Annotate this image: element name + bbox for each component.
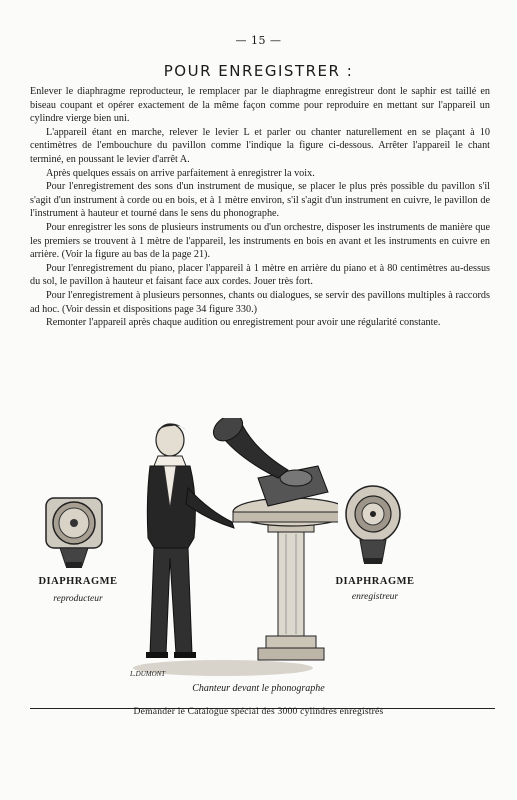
paragraph-6: Pour l'enregistrement du piano, placer l'appareil à 1 mètre en arrière du piano et à 80 centimètres au-dessus du sol, le pavillon à hauteur et faisant face aux cordes. Jouer très fort. (30, 262, 490, 288)
paragraph-5: Pour enregistrer les sons de plusieurs instruments ou d'un orchestre, disposer les instruments de manière que les premiers se trouvent à 1 mètre de l'appareil, les instruments en bois en avant et les instruments en cuivre en arrière. (Voir la figure au bas de la page 21). (30, 221, 490, 261)
section-title: POUR ENREGISTRER : (163, 62, 354, 80)
instructions-text (30, 85, 490, 330)
right-diaphragm-subtitle: enregistreur (351, 592, 399, 602)
footer-note: Demander le Catalogue spécial des 3000 cylindres enregistrés (133, 706, 384, 717)
paragraph-4: Pour l'enregistrement des sons d'un instrument de musique, se placer le plus près possible du pavillon s'il s'agit d'un instrument à corde ou en bois, et à 1 mètre environ, s'il s'agit d'un instrument en cuivre, le pavillon de l'instrument à hauteur et tourné dans le sens du phonographe. (30, 181, 490, 220)
paragraph-1: Enlever le diaphragme reproducteur, le remplacer par le diaphragme enregistreur dont le saphir est taillé en biseau coupant et opérer exactement de la même façon comme pour reproduire en mettant sur l'appareil un cylindre vierge bien uni. (30, 86, 490, 125)
left-diaphragm-label: DIAPHRAGME (38, 576, 118, 587)
paragraph-2: L'appareil étant en marche, relever le levier L et parler ou chanter naturellement en se plaçant à 10 centimètres de l'embouchure du pavillon comme l'indique la figure ci-dessous. Arrêter l'appareil le chant terminé, en poussant le levier d'arrêt A. (30, 126, 490, 165)
singer-phonograph-illustration (128, 418, 338, 680)
right-diaphragm-label: DIAPHRAGME (335, 576, 415, 587)
left-diaphragm-subtitle: reproducteur (53, 594, 103, 604)
paragraph-7: Pour l'enregistrement à plusieurs personnes, chants ou dialogues, se servir des pavillons multiples à raccords ad hoc. (Voir dessin et dispositions page 34 figure 330.) (30, 289, 490, 315)
illustrator-signature: L.DUMONT (130, 670, 166, 678)
paragraph-8: Remonter l'appareil après chaque audition ou enregistrement pour avoir une régularité constante. (46, 317, 441, 329)
diaphragm-reproducer-illustration (40, 492, 110, 572)
figure-caption: Chanteur devant le phonographe (192, 683, 325, 694)
paragraph-3: Après quelques essais on arrive parfaitement à enregistrer la voix. (46, 167, 315, 179)
page-number: — 15 — (235, 34, 282, 47)
diaphragm-recorder-illustration (338, 480, 408, 570)
